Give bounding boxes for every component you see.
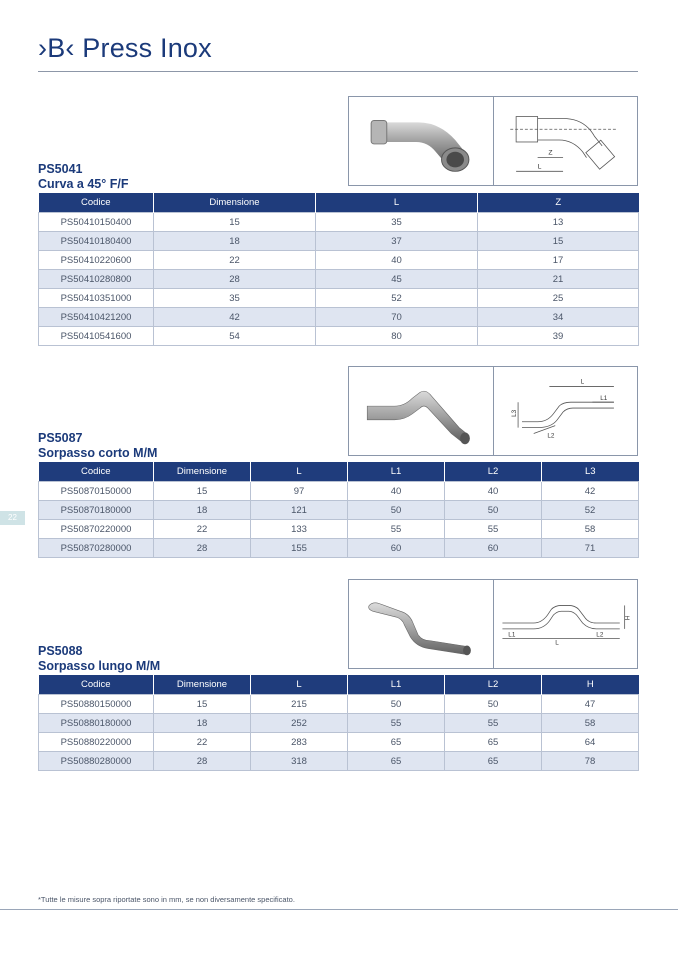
table-cell: 22 xyxy=(154,733,251,752)
table-cell: 22 xyxy=(154,251,316,270)
table-cell: PS50410150400 xyxy=(39,213,154,232)
table-cell: 65 xyxy=(445,733,542,752)
column-header: L xyxy=(251,462,348,482)
table-cell: 97 xyxy=(251,482,348,501)
table-cell: 52 xyxy=(542,501,639,520)
table-cell: PS50880220000 xyxy=(39,733,154,752)
table-cell: 18 xyxy=(154,501,251,520)
table-cell: PS50880180000 xyxy=(39,714,154,733)
table-cell: PS50870220000 xyxy=(39,520,154,539)
table-cell: 78 xyxy=(542,752,639,771)
table-cell: 18 xyxy=(154,714,251,733)
product-photo xyxy=(348,579,494,669)
column-header: L1 xyxy=(348,675,445,695)
column-header: Codice xyxy=(39,675,154,695)
footnote: *Tutte le misure sopra riportate sono in mm, se non diversamente specificato. xyxy=(38,895,295,904)
table-cell: 42 xyxy=(542,482,639,501)
spec-table xyxy=(38,462,639,558)
drawing-label-l: L xyxy=(555,639,559,647)
spec-table xyxy=(38,675,639,771)
table-cell: 155 xyxy=(251,539,348,558)
title-divider xyxy=(38,71,638,72)
table-row xyxy=(39,327,639,346)
table-cell: 40 xyxy=(445,482,542,501)
table-cell: 60 xyxy=(348,539,445,558)
table-cell: 55 xyxy=(445,714,542,733)
table-cell: 318 xyxy=(251,752,348,771)
table-cell: 28 xyxy=(154,539,251,558)
table-cell: 15 xyxy=(154,482,251,501)
table-cell: 55 xyxy=(348,520,445,539)
table-row xyxy=(39,752,639,771)
table-cell: 37 xyxy=(316,232,478,251)
table-cell: 45 xyxy=(316,270,478,289)
table-cell: 21 xyxy=(478,270,639,289)
table-cell: 35 xyxy=(154,289,316,308)
column-header: L xyxy=(316,193,478,213)
table-cell: 133 xyxy=(251,520,348,539)
table-cell: 65 xyxy=(348,752,445,771)
column-header: L3 xyxy=(542,462,639,482)
table-row xyxy=(39,539,639,558)
page-number: 22 xyxy=(0,511,25,525)
table-header-row xyxy=(39,193,639,213)
table-cell: 55 xyxy=(445,520,542,539)
table-cell: PS50410541600 xyxy=(39,327,154,346)
table-cell: PS50870150000 xyxy=(39,482,154,501)
table-cell: PS50880150000 xyxy=(39,695,154,714)
product-code: PS5041 xyxy=(38,162,83,176)
column-header: Codice xyxy=(39,462,154,482)
product-photo xyxy=(348,96,494,186)
drawing-label-h: H xyxy=(624,615,632,621)
drawing-label-l2: L2 xyxy=(596,631,604,639)
table-cell: 121 xyxy=(251,501,348,520)
table-cell: 58 xyxy=(542,520,639,539)
table-cell: PS50880280000 xyxy=(39,752,154,771)
drawing-label-z: Z xyxy=(548,149,553,157)
table-row xyxy=(39,482,639,501)
table-cell: 80 xyxy=(316,327,478,346)
column-header: Z xyxy=(478,193,639,213)
table-cell: 15 xyxy=(478,232,639,251)
product-code: PS5088 xyxy=(38,644,83,658)
table-cell: 50 xyxy=(348,695,445,714)
table-cell: 50 xyxy=(348,501,445,520)
product-code: PS5087 xyxy=(38,431,83,445)
table-cell: PS50410180400 xyxy=(39,232,154,251)
table-cell: 252 xyxy=(251,714,348,733)
table-cell: PS50870180000 xyxy=(39,501,154,520)
product-description: Curva a 45° F/F xyxy=(38,177,129,191)
column-header: L2 xyxy=(445,675,542,695)
column-header: Codice xyxy=(39,193,154,213)
table-cell: 13 xyxy=(478,213,639,232)
table-cell: 55 xyxy=(348,714,445,733)
table-cell: 65 xyxy=(348,733,445,752)
table-cell: 65 xyxy=(445,752,542,771)
table-cell: 283 xyxy=(251,733,348,752)
table-cell: PS50410351000 xyxy=(39,289,154,308)
table-cell: 42 xyxy=(154,308,316,327)
drawing-label-l1: L1 xyxy=(600,395,608,403)
table-cell: 39 xyxy=(478,327,639,346)
table-cell: 60 xyxy=(445,539,542,558)
column-header: L2 xyxy=(445,462,542,482)
table-cell: 28 xyxy=(154,270,316,289)
table-row xyxy=(39,270,639,289)
spec-table xyxy=(38,193,639,346)
page-title: ›B‹ Press Inox xyxy=(38,33,212,63)
drawing-label-l: L xyxy=(537,163,542,171)
table-cell: 52 xyxy=(316,289,478,308)
table-cell: 28 xyxy=(154,752,251,771)
column-header: Dimensione xyxy=(154,193,316,213)
table-row xyxy=(39,733,639,752)
technical-drawing xyxy=(493,579,638,669)
drawing-label-l: L xyxy=(580,378,585,386)
table-cell: 40 xyxy=(348,482,445,501)
table-cell: 50 xyxy=(445,501,542,520)
table-cell: PS50410421200 xyxy=(39,308,154,327)
table-cell: 35 xyxy=(316,213,478,232)
column-header: L xyxy=(251,675,348,695)
table-row xyxy=(39,308,639,327)
table-cell: 15 xyxy=(154,213,316,232)
column-header: L1 xyxy=(348,462,445,482)
table-cell: 58 xyxy=(542,714,639,733)
drawing-label-l3: L3 xyxy=(511,409,519,417)
table-cell: 34 xyxy=(478,308,639,327)
table-cell: 215 xyxy=(251,695,348,714)
drawing-label-l1: L1 xyxy=(508,631,516,639)
table-cell: 71 xyxy=(542,539,639,558)
table-row xyxy=(39,289,639,308)
bottom-divider xyxy=(0,909,678,910)
table-cell: 18 xyxy=(154,232,316,251)
table-row xyxy=(39,251,639,270)
table-header-row xyxy=(39,675,639,695)
table-cell: PS50410220600 xyxy=(39,251,154,270)
table-header-row xyxy=(39,462,639,482)
product-description: Sorpasso lungo M/M xyxy=(38,659,161,673)
table-row xyxy=(39,520,639,539)
table-cell: 40 xyxy=(316,251,478,270)
table-row xyxy=(39,501,639,520)
table-cell: PS50410280800 xyxy=(39,270,154,289)
technical-drawing xyxy=(493,96,638,186)
column-header: H xyxy=(542,675,639,695)
table-cell: 17 xyxy=(478,251,639,270)
table-row xyxy=(39,695,639,714)
table-row xyxy=(39,714,639,733)
table-cell: 54 xyxy=(154,327,316,346)
table-cell: 64 xyxy=(542,733,639,752)
product-description: Sorpasso corto M/M xyxy=(38,446,158,460)
table-row xyxy=(39,232,639,251)
table-cell: PS50870280000 xyxy=(39,539,154,558)
column-header: Dimensione xyxy=(154,675,251,695)
drawing-label-l2: L2 xyxy=(547,432,555,440)
product-photo xyxy=(348,366,494,456)
table-cell: 70 xyxy=(316,308,478,327)
column-header: Dimensione xyxy=(154,462,251,482)
table-cell: 25 xyxy=(478,289,639,308)
table-cell: 50 xyxy=(445,695,542,714)
table-row xyxy=(39,213,639,232)
table-cell: 22 xyxy=(154,520,251,539)
technical-drawing xyxy=(493,366,638,456)
table-cell: 15 xyxy=(154,695,251,714)
table-cell: 47 xyxy=(542,695,639,714)
